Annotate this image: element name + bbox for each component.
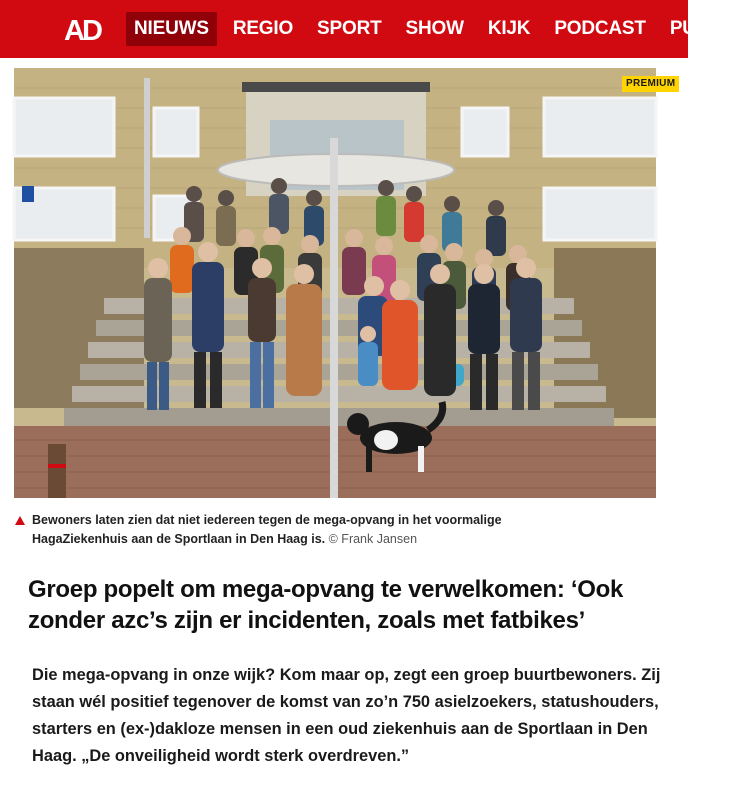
nav-item-podcast[interactable]: PODCAST: [554, 18, 646, 39]
main-nav: [126, 12, 735, 46]
svg-text:AD: AD: [64, 15, 100, 47]
ad-logo[interactable]: [64, 14, 108, 47]
nav-item-show[interactable]: SHOW: [405, 18, 464, 39]
nav-item-kijk[interactable]: KIJK: [487, 18, 531, 39]
nav-item-regio[interactable]: REGIO: [232, 18, 294, 39]
photo-caption: [32, 511, 592, 549]
caption-triangle-icon: [15, 516, 25, 525]
nav-item-nieuws[interactable]: NIEUWS: [126, 12, 217, 46]
article-headline: Groep popelt om mega-opvang te verwelkomen: ‘Ook zonder azc’s zijn er incidenten, zoals met fatbikes’: [28, 576, 624, 634]
top-navigation-bar: [0, 0, 719, 58]
premium-badge: PREMIUM: [622, 76, 679, 92]
article-intro: Die mega-opvang in onze wijk? Kom maar op, zegt een groep buurtbewoners. Zij staan wél positief tegenover de komst van zo’n 750 asielzoekers, statushouders, starters en (ex-)dakloze mensen in een oud ziekenhuis aan de Sportlaan in Den Haag. „De onveiligheid wordt sterk overdreven.”: [32, 666, 661, 765]
caption-text: Bewoners laten zien dat niet iedereen tegen de mega-opvang in het voormalige HagaZiekenhuis aan de Sportlaan in Den Haag is.: [32, 513, 502, 546]
nav-item-sport[interactable]: SPORT: [317, 18, 382, 39]
nav-item-puzzel[interactable]: PUZZ: [669, 18, 719, 39]
group-photo-illustration: [14, 68, 656, 498]
hero-photo[interactable]: [14, 68, 656, 498]
photo-credit: © Frank Jansen: [328, 532, 418, 546]
